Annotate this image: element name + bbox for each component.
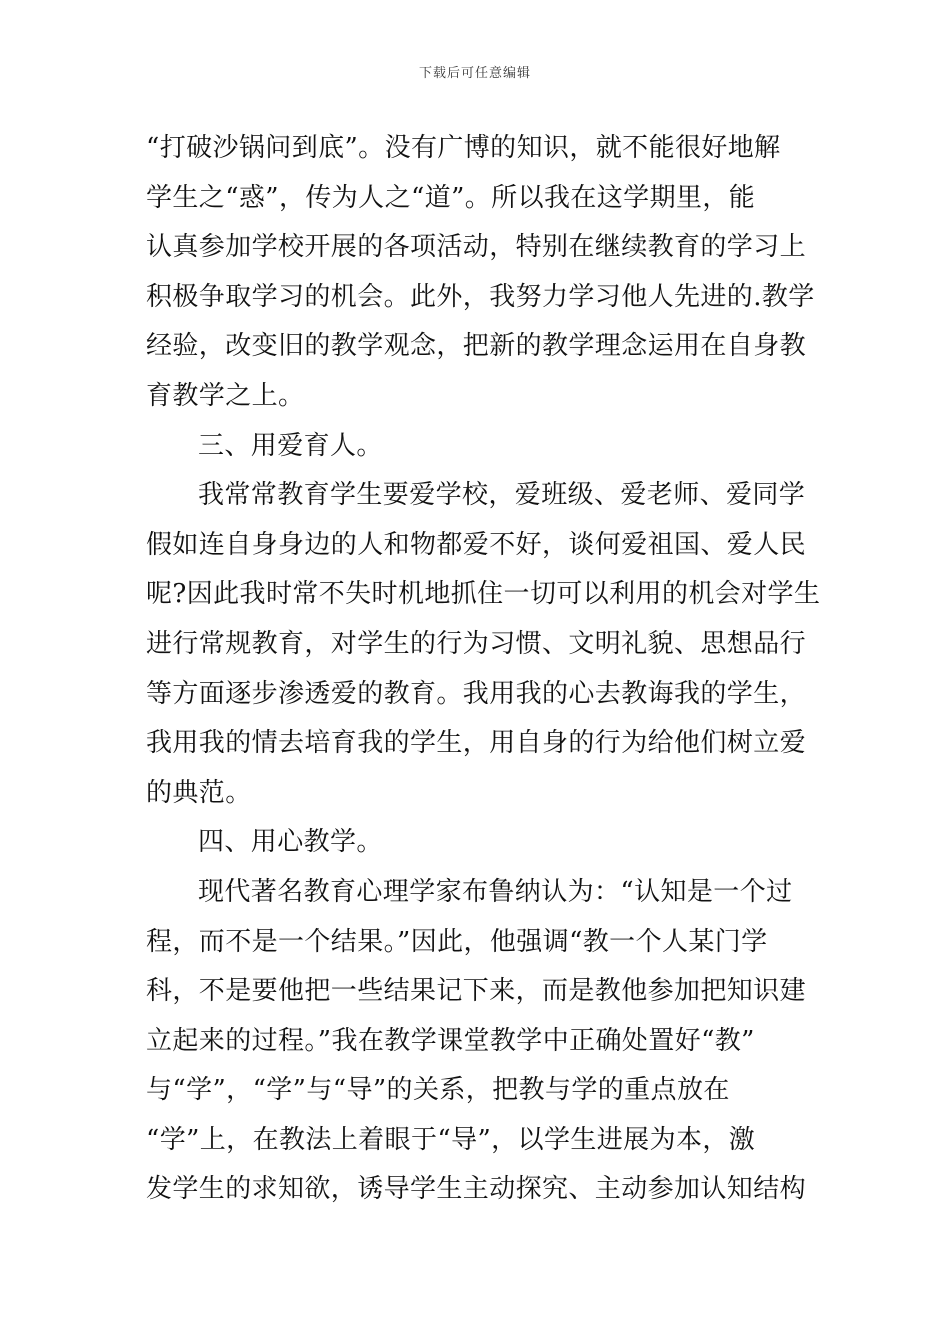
section-heading: 四、用心教学。 xyxy=(198,827,383,858)
text-line: 发学生的求知欲，诱导学生主动探究、主动参加认知结构 xyxy=(146,1174,807,1205)
document-body xyxy=(146,124,821,1215)
text-line: 科，不是要他把一些结果记下来，而是教他参加把知识建 xyxy=(146,976,807,1007)
text-line: 经验，改变旧的教学观念，把新的教学理念运用在自身教 xyxy=(146,331,807,362)
text-line: 学生之“惑”，传为人之“道”。所以我在这学期里，能 xyxy=(146,182,756,213)
text-line: 认真参加学校开展的各项活动，特别在继续教育的学习上 xyxy=(146,232,807,263)
text-line: 我常常教育学生要爱学校，爱班级、爱老师、爱同学 xyxy=(198,480,806,511)
text-line: 的典范。 xyxy=(146,777,252,808)
text-line: 我用我的情去培育我的学生，用自身的行为给他们树立爱 xyxy=(146,728,807,759)
text-line: 进行常规教育，对学生的行为习惯、文明礼貌、思想品行 xyxy=(146,628,807,659)
text-line: 假如连自身身边的人和物都爱不好，谈何爱祖国、爱人民 xyxy=(146,529,807,560)
text-line: “打破沙锅问到底”。没有广博的知识，就不能很好地解 xyxy=(146,133,781,163)
section-heading: 三、用爱育人。 xyxy=(198,430,383,461)
text-line: “学”上，在教法上着眼于“导”，以学生进展为本，激 xyxy=(146,1124,756,1155)
text-line: 与“学”，“学”与“导”的关系，把教与学的重点放在 xyxy=(146,1075,730,1106)
text-line: 育教学之上。 xyxy=(146,380,305,411)
text-line: 现代著名教育心理学家布鲁纳认为：“认知是一个过 xyxy=(198,876,793,907)
text-line: 呢?因此我时常不失时机地抓住一切可以利用的机会对学生 xyxy=(146,579,821,610)
text-line: 程，而不是一个结果。”因此，他强调“教一个人某门学 xyxy=(146,926,768,957)
text-line: 积极争取学习的机会。此外，我努力学习他人先进的.教学 xyxy=(146,281,815,312)
text-line: 等方面逐步渗透爱的教育。我用我的心去教诲我的学生， xyxy=(146,678,807,709)
text-line: 立起来的过程。”我在教学课堂教学中正确处置好“教” xyxy=(146,1025,755,1056)
page-header: 下载后可任意编辑 xyxy=(418,66,531,81)
